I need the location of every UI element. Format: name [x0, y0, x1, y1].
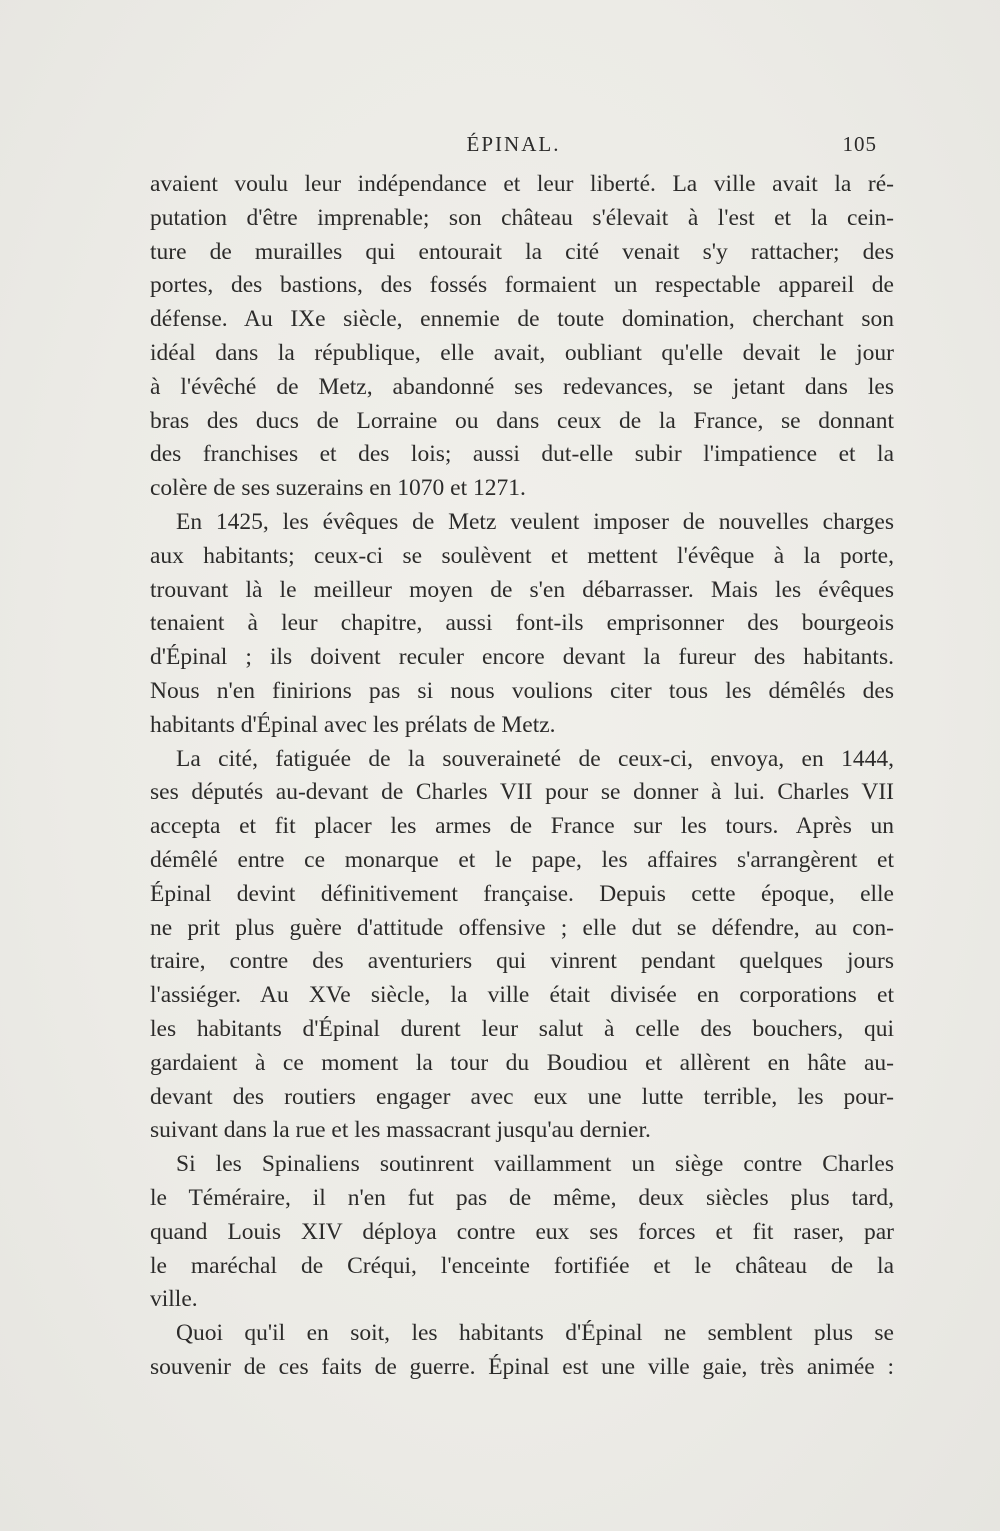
text-line: colère de ses suzerains en 1070 et 1271.: [150, 475, 526, 502]
text-line: idéal dans la république, elle avait, oubliant qu'elle devait le jour: [150, 339, 894, 366]
text-line: Épinal devint définitivement française. Depuis cette époque, elle: [150, 880, 894, 907]
text-line: des franchises et des lois; aussi dut-elle subir l'impatience et la: [150, 441, 894, 468]
text-line: les habitants d'Épinal durent leur salut à celle des bouchers, qui: [150, 1015, 894, 1042]
text-line: l'assiéger. Au XVe siècle, la ville était divisée en corporations et: [150, 982, 894, 1009]
text-line: ne prit plus guère d'attitude offensive ; elle dut se défendre, au con-: [150, 914, 894, 941]
text-line: ville.: [150, 1286, 198, 1313]
text-line: bras des ducs de Lorraine ou dans ceux de la France, se donnant: [150, 407, 894, 434]
text-line: suivant dans la rue et les massacrant jusqu'au dernier.: [150, 1117, 651, 1144]
paragraph-5: [150, 1317, 894, 1385]
paragraph-2: [150, 506, 894, 743]
text-line: habitants d'Épinal avec les prélats de Metz.: [150, 711, 556, 738]
text-line: putation d'être imprenable; son château s'élevait à l'est et la cein-: [150, 204, 894, 231]
text-line: démêlé entre ce monarque et le pape, les affaires s'arrangèrent et: [150, 846, 894, 873]
running-title: ÉPINAL.: [466, 132, 561, 156]
text-line: En 1425, les évêques de Metz veulent imposer de nouvelles charges: [176, 508, 894, 535]
paragraph-1: [150, 168, 894, 506]
text-line: ses députés au-devant de Charles VII pour se donner à lui. Charles VII: [150, 779, 894, 806]
body-text: [150, 168, 894, 1385]
paragraph-4: [150, 1148, 894, 1317]
text-line: souvenir de ces faits de guerre. Épinal est une ville gaie, très animée :: [150, 1353, 894, 1380]
text-line: avaient voulu leur indépendance et leur liberté. La ville avait la ré-: [150, 171, 894, 197]
text-line: accepta et fit placer les armes de France sur les tours. Après un: [150, 813, 894, 840]
text-line: le maréchal de Créqui, l'enceinte fortifiée et le château de la: [150, 1252, 894, 1279]
text-line: devant des routiers engager avec eux une lutte terrible, les pour-: [150, 1083, 894, 1110]
paragraph-3: [150, 743, 894, 1149]
text-line: La cité, fatiguée de la souveraineté de ceux-ci, envoya, en 1444,: [176, 745, 894, 772]
text-line: d'Épinal ; ils doivent reculer encore devant la fureur des habitants.: [150, 644, 894, 671]
page-number: 105: [842, 132, 877, 156]
text-line: le Téméraire, il n'en fut pas de même, deux siècles plus tard,: [150, 1184, 894, 1211]
text-line: ture de murailles qui entourait la cité venait s'y rattacher; des: [150, 238, 894, 265]
text-line: Si les Spinaliens soutinrent vaillamment un siège contre Charles: [176, 1151, 894, 1178]
text-line: traire, contre des aventuriers qui vinrent pendant quelques jours: [150, 948, 894, 975]
text-line: portes, des bastions, des fossés formaient un respectable appareil de: [150, 272, 894, 299]
text-line: aux habitants; ceux-ci se soulèvent et mettent l'évêque à la porte,: [150, 542, 894, 569]
text-line: défense. Au IXe siècle, ennemie de toute domination, cherchant son: [150, 306, 894, 333]
text-line: gardaient à ce moment la tour du Boudiou et allèrent en hâte au-: [150, 1049, 894, 1076]
text-line: quand Louis XIV déploya contre eux ses forces et fit raser, par: [150, 1218, 894, 1245]
text-line: Nous n'en finirions pas si nous voulions citer tous les démêlés des: [150, 677, 894, 704]
text-line: tenaient à leur chapitre, aussi font-ils emprisonner des bourgeois: [150, 610, 894, 637]
text-line: trouvant là le meilleur moyen de s'en débarrasser. Mais les évêques: [150, 576, 894, 603]
running-head: [150, 128, 877, 162]
text-line: à l'évêché de Metz, abandonné ses redevances, se jetant dans les: [150, 373, 894, 400]
text-line: Quoi qu'il en soit, les habitants d'Épinal ne semblent plus se: [176, 1320, 894, 1347]
